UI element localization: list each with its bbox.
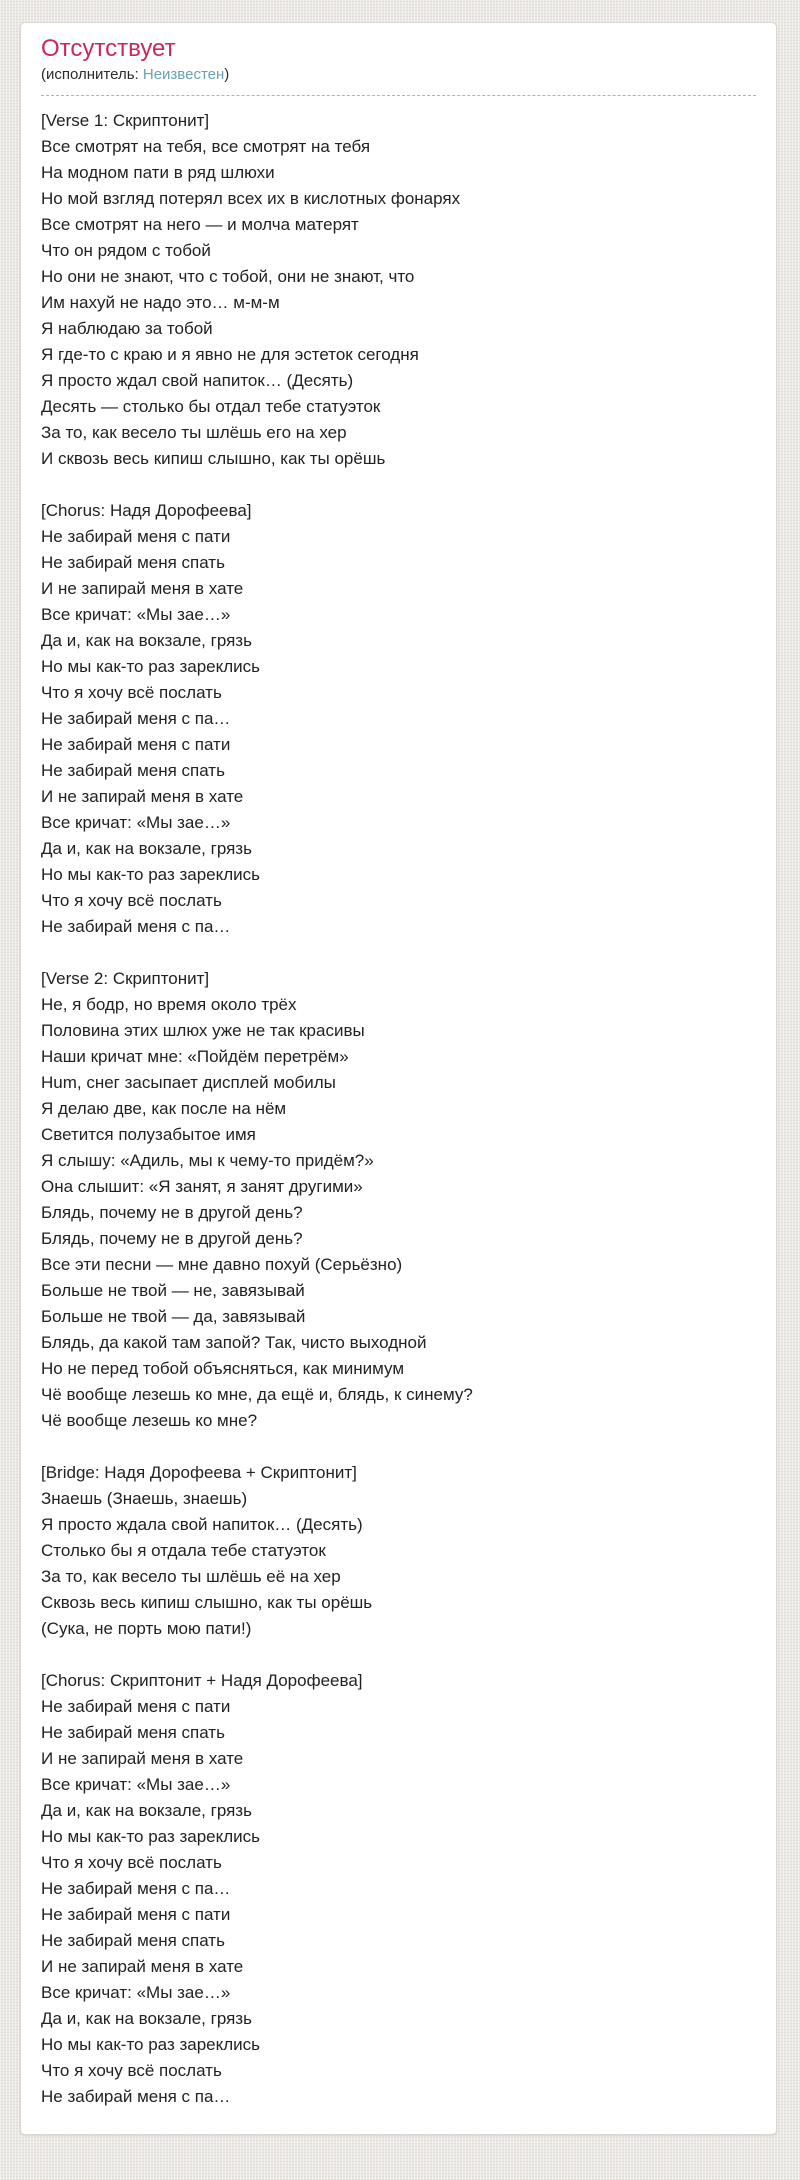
artist-label-suffix: ) <box>224 66 230 83</box>
lyric-line: Все смотрят на него — и молча матерят <box>41 215 359 234</box>
lyric-line: Да и, как на вокзале, грязь <box>41 1801 252 1820</box>
lyric-line: И не запирай меня в хате <box>41 1957 244 1976</box>
lyric-line: Не забирай меня с пати <box>41 527 231 546</box>
lyric-line: (Сука, не порть мою пати!) <box>41 1619 252 1638</box>
lyrics-section <box>41 108 756 472</box>
lyric-line: Но мы как-то раз зареклись <box>41 657 261 676</box>
lyric-line: Все эти песни — мне давно похуй (Серьёзно) <box>41 1255 403 1274</box>
lyric-line: Она слышит: «Я занят, я занят другими» <box>41 1177 363 1196</box>
lyric-line: На модном пати в ряд шлюхи <box>41 163 275 182</box>
lyric-line: Я где-то с краю и я явно не для эстеток сегодня <box>41 345 419 364</box>
section-header: [Chorus: Скриптонит + Надя Дорофеева] <box>41 1671 363 1690</box>
lyric-line: Не забирай меня с па… <box>41 709 231 728</box>
lyric-line: Не забирай меня с па… <box>41 917 231 936</box>
lyric-line: Светится полузабытое имя <box>41 1125 256 1144</box>
lyric-line: Чё вообще лезешь ко мне? <box>41 1411 258 1430</box>
lyrics-section <box>41 1668 756 2110</box>
lyric-line: Да и, как на вокзале, грязь <box>41 631 252 650</box>
lyric-line: Блядь, почему не в другой день? <box>41 1229 303 1248</box>
lyric-line: Все смотрят на тебя, все смотрят на тебя <box>41 137 371 156</box>
lyric-line: Блядь, почему не в другой день? <box>41 1203 303 1222</box>
lyric-line: Все кричат: «Мы зае…» <box>41 1775 231 1794</box>
lyric-line: Не забирай меня спать <box>41 1931 225 1950</box>
lyric-line: Не забирай меня спать <box>41 553 225 572</box>
lyric-line: Столько бы я отдала тебе статуэток <box>41 1541 326 1560</box>
lyrics-section <box>41 1460 756 1642</box>
lyric-line: Не, я бодр, но время около трёх <box>41 995 297 1014</box>
lyric-line: Все кричат: «Мы зае…» <box>41 605 231 624</box>
lyric-line: И не запирай меня в хате <box>41 579 244 598</box>
lyrics <box>41 108 756 2110</box>
lyric-line: Не забирай меня с па… <box>41 2087 231 2106</box>
lyric-line: Не забирай меня с па… <box>41 1879 231 1898</box>
lyrics-section <box>41 966 756 1434</box>
lyric-line: Больше не твой — не, завязывай <box>41 1281 305 1300</box>
lyric-line: Блядь, да какой там запой? Так, чисто выходной <box>41 1333 427 1352</box>
lyric-line: Но мы как-то раз зареклись <box>41 1827 261 1846</box>
lyric-line: Но не перед тобой объясняться, как минимум <box>41 1359 405 1378</box>
lyric-line: Да и, как на вокзале, грязь <box>41 839 252 858</box>
lyric-line: Но мы как-то раз зареклись <box>41 2035 261 2054</box>
section-header: [Bridge: Надя Дорофеева + Скриптонит] <box>41 1463 357 1482</box>
lyric-line: Больше не твой — да, завязывай <box>41 1307 306 1326</box>
artist-label-prefix: (исполнитель: <box>41 66 143 83</box>
lyric-line: Да и, как на вокзале, грязь <box>41 2009 252 2028</box>
artist-line <box>41 65 756 85</box>
lyric-line: За то, как весело ты шлёшь её на хер <box>41 1567 341 1586</box>
lyric-line: Не забирай меня с пати <box>41 1905 231 1924</box>
lyric-line: Что я хочу всё послать <box>41 2061 222 2080</box>
lyric-line: Что я хочу всё послать <box>41 683 222 702</box>
page-title: Отсутствует <box>41 35 176 62</box>
lyric-line: Знаешь (Знаешь, знаешь) <box>41 1489 248 1508</box>
lyric-line: Наши кричат мне: «Пойдём перетрём» <box>41 1047 349 1066</box>
lyric-line: Но мы как-то раз зареклись <box>41 865 261 884</box>
lyric-line: Но мой взгляд потерял всех их в кислотных фонарях <box>41 189 461 208</box>
lyric-line: Половина этих шлюх уже не так красивы <box>41 1021 365 1040</box>
lyric-line: Я наблюдаю за тобой <box>41 319 213 338</box>
lyric-line: Все кричат: «Мы зае…» <box>41 813 231 832</box>
lyric-line: Не забирай меня с пати <box>41 1697 231 1716</box>
lyric-line: Десять — столько бы отдал тебе статуэток <box>41 397 381 416</box>
song-header <box>41 35 756 96</box>
lyric-line: Не забирай меня спать <box>41 761 225 780</box>
page-background <box>0 22 800 2180</box>
lyric-line: Чё вообще лезешь ко мне, да ещё и, блядь, к синему? <box>41 1385 473 1404</box>
section-header: [Verse 1: Скриптонит] <box>41 111 210 130</box>
lyric-line: Я делаю две, как после на нём <box>41 1099 287 1118</box>
lyrics-section <box>41 498 756 940</box>
lyric-line: Hum, снег засыпает дисплей мобилы <box>41 1073 336 1092</box>
lyric-line: И не запирай меня в хате <box>41 787 244 806</box>
lyric-line: Я слышу: «Адиль, мы к чему-то придём?» <box>41 1151 374 1170</box>
lyric-line: Сквозь весь кипиш слышно, как ты орёшь <box>41 1593 373 1612</box>
lyric-line: Я просто ждала свой напиток… (Десять) <box>41 1515 363 1534</box>
lyric-line: Не забирай меня спать <box>41 1723 225 1742</box>
lyric-line: Что я хочу всё послать <box>41 891 222 910</box>
lyrics-card <box>20 22 777 2135</box>
section-header: [Verse 2: Скриптонит] <box>41 969 210 988</box>
lyric-line: И не запирай меня в хате <box>41 1749 244 1768</box>
lyric-line: Все кричат: «Мы зае…» <box>41 1983 231 2002</box>
artist-link[interactable]: Неизвестен <box>142 66 225 83</box>
lyric-line: Им нахуй не надо это… м-м-м <box>41 293 280 312</box>
lyric-line: За то, как весело ты шлёшь его на хер <box>41 423 347 442</box>
lyric-line: Что я хочу всё послать <box>41 1853 222 1872</box>
section-header: [Chorus: Надя Дорофеева] <box>41 501 252 520</box>
lyric-line: Но они не знают, что с тобой, они не знают, что <box>41 267 415 286</box>
lyric-line: И сквозь весь кипиш слышно, как ты орёшь <box>41 449 386 468</box>
lyric-line: Я просто ждал свой напиток… (Десять) <box>41 371 354 390</box>
lyric-line: Не забирай меня с пати <box>41 735 231 754</box>
lyric-line: Что он рядом с тобой <box>41 241 211 260</box>
